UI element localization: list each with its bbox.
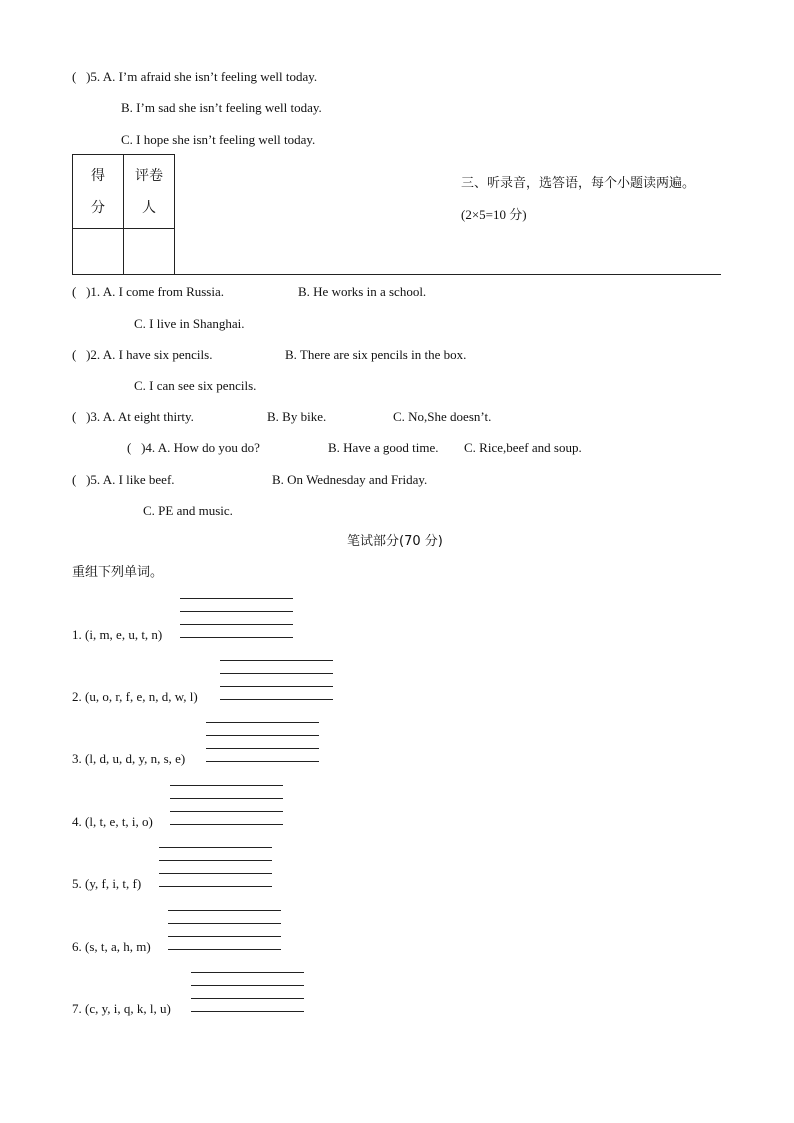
answer-lines-1[interactable] bbox=[180, 598, 293, 650]
score-table bbox=[72, 154, 175, 275]
listening-q1-stem: ( )1. A. I come from Russia. bbox=[72, 284, 225, 299]
listening-q4-option-c: C. Rice,beef and soup. bbox=[464, 440, 582, 455]
listening-q2-stem: ( )2. A. I have six pencils. bbox=[72, 347, 213, 362]
rearrange-item-1: 1. (i, m, e, u, t, n) bbox=[72, 627, 163, 642]
listening-q1-option-b: B. He works in a school. bbox=[298, 284, 427, 299]
rearrange-item-7: 7. (c, y, i, q, k, l, u) bbox=[72, 1001, 171, 1016]
rearrange-title: 重组下列单词。 bbox=[72, 565, 164, 580]
listening-q3-stem: ( )3. A. At eight thirty. bbox=[72, 409, 194, 424]
score-header-line2: 分 bbox=[91, 199, 105, 216]
grader-header-line2: 人 bbox=[142, 199, 156, 216]
rearrange-item-3: 3. (l, d, u, d, y, n, s, e) bbox=[72, 751, 186, 766]
listening-q5-option-c: C. PE and music. bbox=[143, 503, 233, 518]
score-header-line1: 得 bbox=[91, 167, 105, 184]
listening-q2-option-c: C. I can see six pencils. bbox=[134, 378, 257, 393]
listening-q4-option-b: B. Have a good time. bbox=[328, 440, 439, 455]
section-3-title: 三、听录音，选答语，每个小题读两遍。 bbox=[461, 176, 696, 191]
written-part-title: 笔试部分(70 分) bbox=[347, 534, 443, 549]
answer-lines-3[interactable] bbox=[206, 722, 319, 774]
listening-q2-option-b: B. There are six pencils in the box. bbox=[285, 347, 467, 362]
answer-lines-5[interactable] bbox=[159, 847, 272, 899]
score-header-cell bbox=[73, 155, 124, 229]
section-3-points: (2×5=10 分) bbox=[461, 207, 527, 222]
grader-header-line1: 评卷 bbox=[135, 167, 163, 184]
answer-lines-2[interactable] bbox=[220, 660, 333, 712]
listening-q5-option-b: B. On Wednesday and Friday. bbox=[272, 472, 428, 487]
question-5-option-c: C. I hope she isn’t feeling well today. bbox=[121, 132, 316, 147]
grader-input-cell[interactable] bbox=[124, 229, 175, 275]
question-5-stem: ( )5. A. I’m afraid she isn’t feeling well today. bbox=[72, 69, 318, 84]
grader-header-cell bbox=[124, 155, 175, 229]
score-input-cell[interactable] bbox=[73, 229, 124, 275]
rearrange-item-6: 6. (s, t, a, h, m) bbox=[72, 939, 151, 954]
listening-q3-option-b: B. By bike. bbox=[267, 409, 327, 424]
listening-q1-option-c: C. I live in Shanghai. bbox=[134, 316, 245, 331]
section-divider bbox=[72, 274, 721, 275]
listening-q3-option-c: C. No,She doesn’t. bbox=[393, 409, 492, 424]
question-5-option-b: B. I’m sad she isn’t feeling well today. bbox=[121, 100, 322, 115]
answer-lines-6[interactable] bbox=[168, 910, 281, 962]
rearrange-item-5: 5. (y, f, i, t, f) bbox=[72, 876, 142, 891]
listening-q4-stem: ( )4. A. How do you do? bbox=[127, 440, 260, 455]
listening-q5-stem: ( )5. A. I like beef. bbox=[72, 472, 175, 487]
answer-lines-7[interactable] bbox=[191, 972, 304, 1024]
rearrange-item-2: 2. (u, o, r, f, e, n, d, w, l) bbox=[72, 689, 198, 704]
rearrange-item-4: 4. (l, t, e, t, i, o) bbox=[72, 814, 153, 829]
answer-lines-4[interactable] bbox=[170, 785, 283, 837]
